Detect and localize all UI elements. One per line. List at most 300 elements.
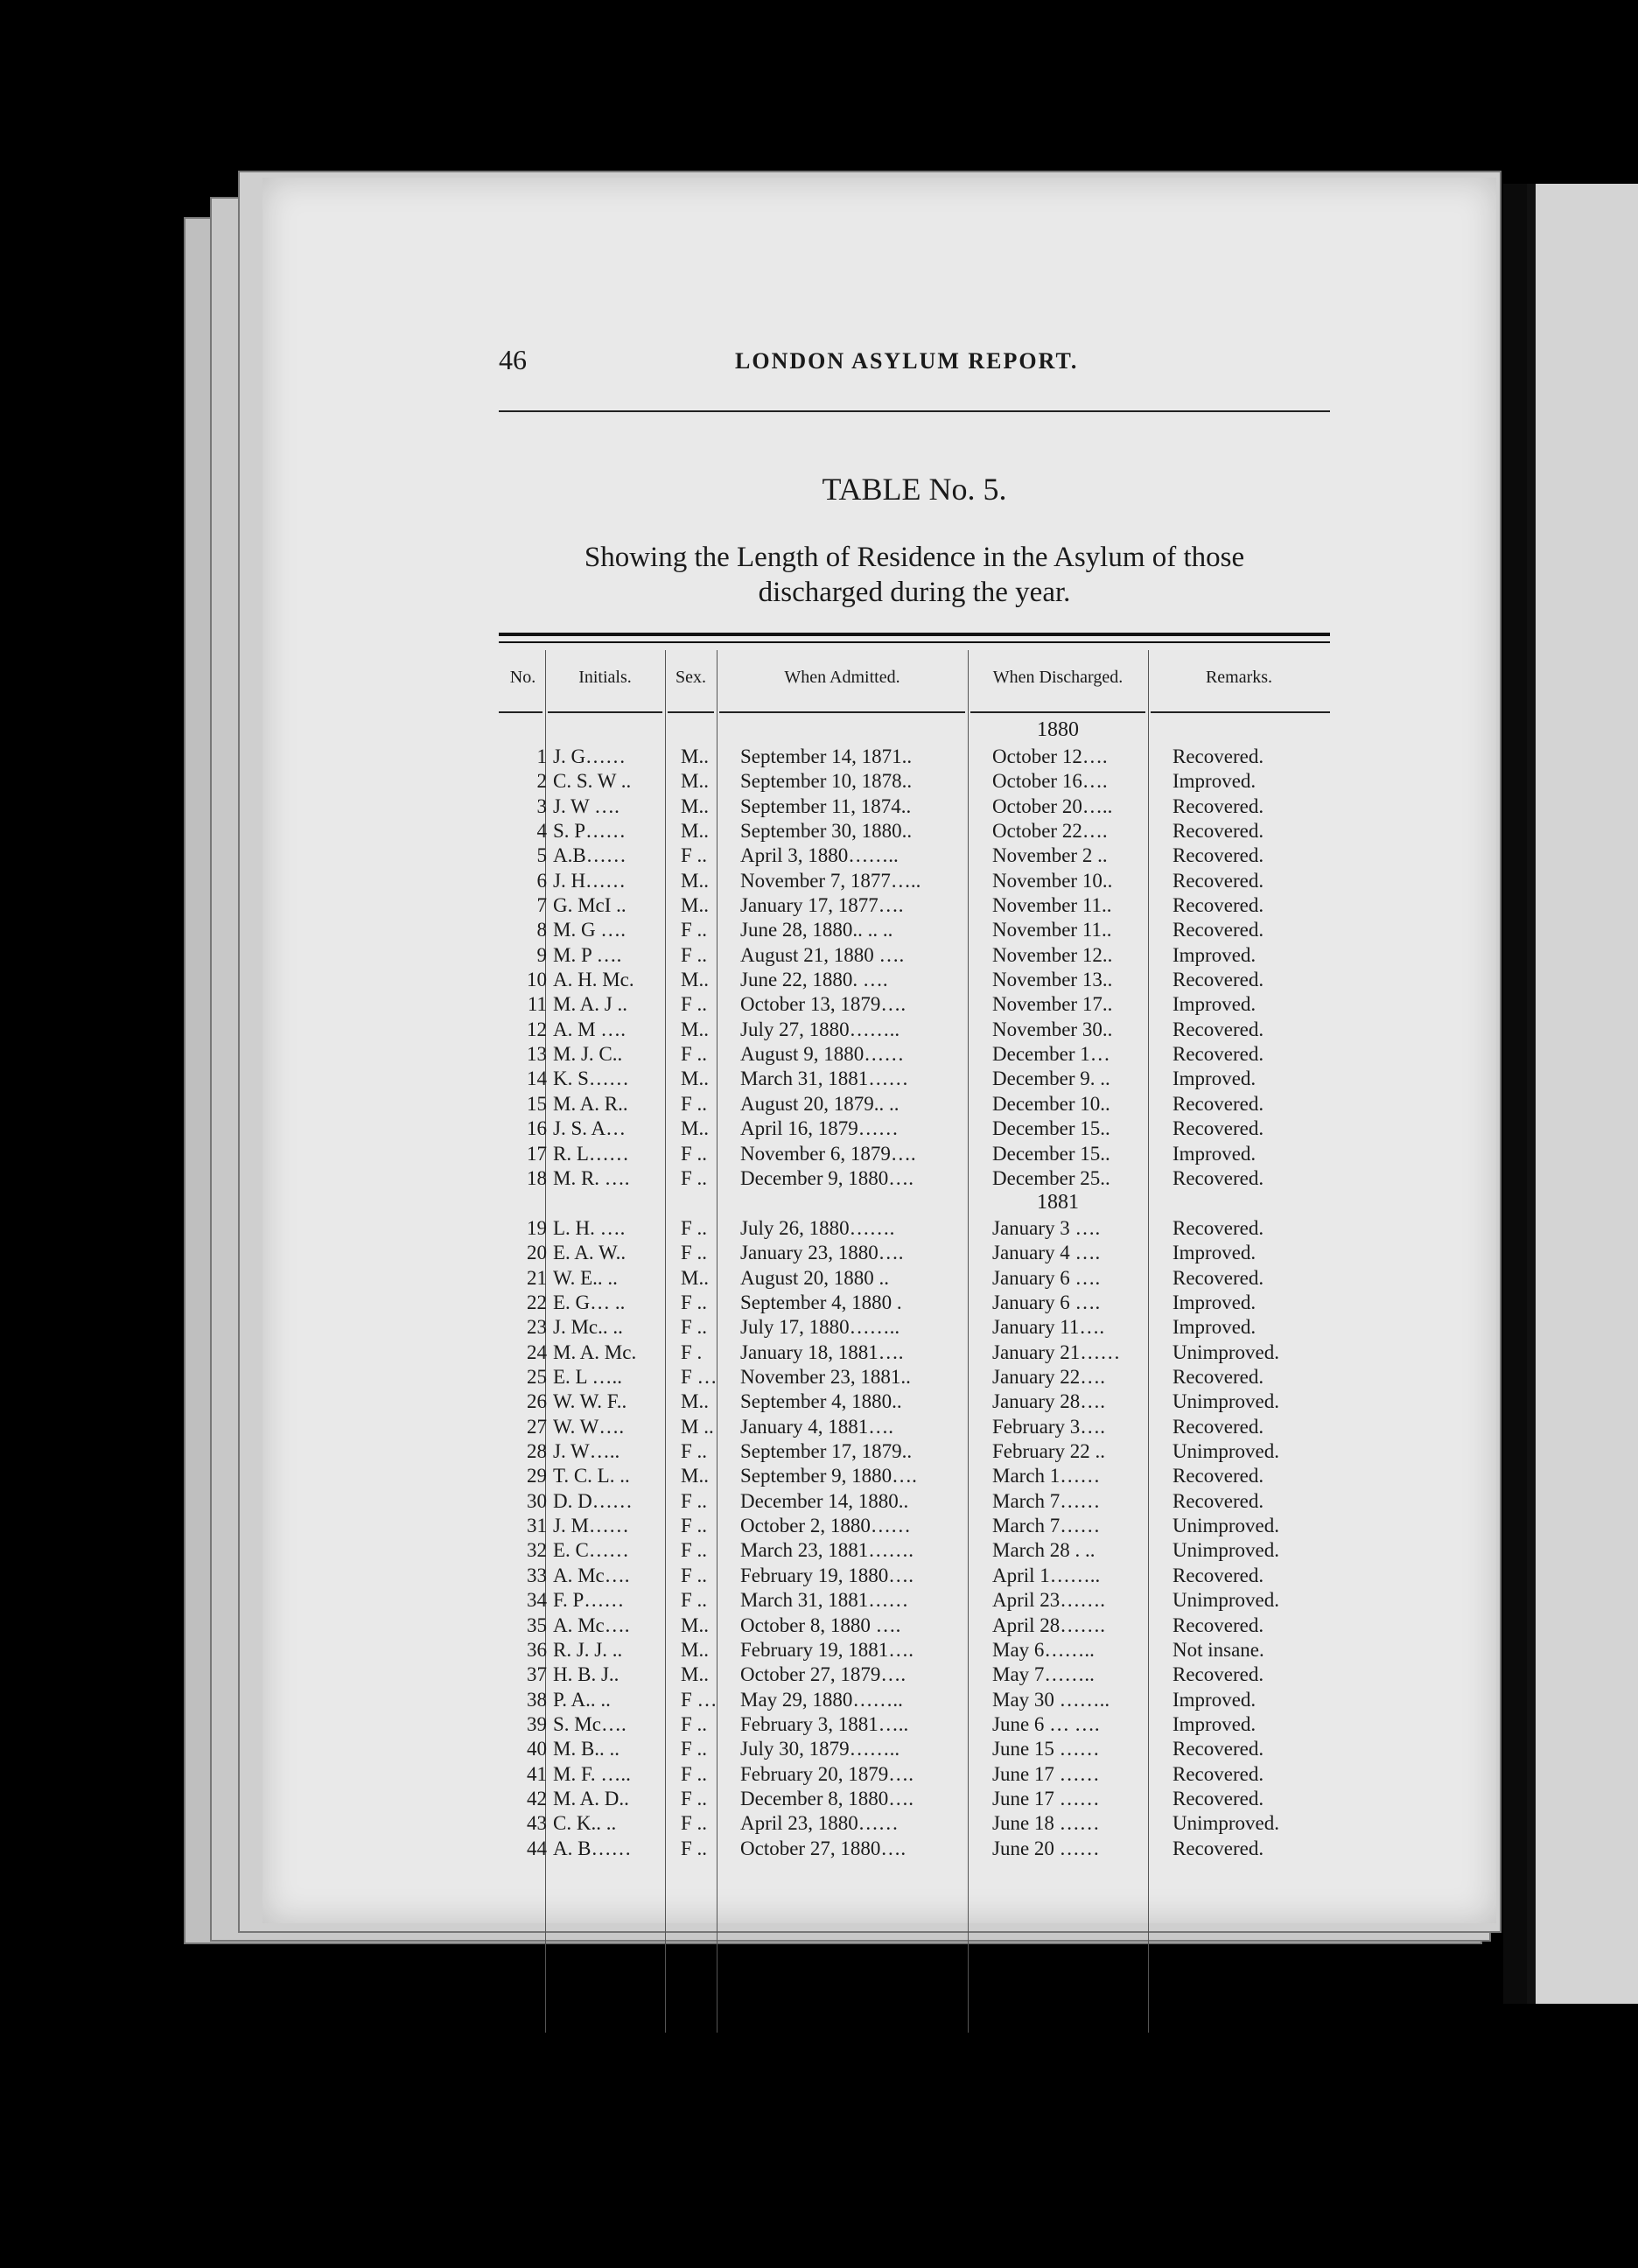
cell-when-discharged: December 15..	[992, 1142, 1110, 1165]
cell-remarks: Recovered.	[1172, 1465, 1264, 1488]
cell-remarks: Recovered.	[1172, 820, 1264, 843]
cell-remarks: Recovered.	[1172, 1564, 1264, 1586]
cell-remarks: Recovered.	[1172, 1738, 1264, 1760]
table-row	[499, 1638, 1330, 1662]
cell-initials: K. S……	[553, 1068, 629, 1090]
cell-no: 41	[527, 1762, 547, 1785]
cell-remarks: Improved.	[1172, 1316, 1256, 1339]
cell-no: 19	[527, 1217, 547, 1239]
year-heading-1881: 1881	[1037, 1191, 1079, 1214]
cell-remarks: Recovered.	[1172, 794, 1264, 817]
table-row	[499, 1662, 1330, 1687]
cell-when-admitted: March 31, 1881……	[740, 1589, 909, 1612]
cell-initials: J. S. A…	[553, 1117, 626, 1140]
table-row	[499, 1489, 1330, 1514]
header-underline	[970, 711, 1145, 713]
cell-initials: J. H……	[553, 869, 626, 892]
caption-line-2: discharged during the year.	[758, 577, 1071, 608]
cell-sex: F ..	[681, 844, 708, 867]
cell-remarks: Improved.	[1172, 1688, 1256, 1711]
cell-no: 5	[536, 844, 547, 867]
table-top-rule	[499, 633, 1330, 636]
cell-remarks: Recovered.	[1172, 1166, 1264, 1189]
cell-remarks: Improved.	[1172, 1242, 1256, 1264]
document-page	[262, 178, 1496, 1923]
cell-no: 8	[536, 919, 547, 942]
table-row	[499, 1216, 1330, 1241]
cell-remarks: Recovered.	[1172, 844, 1264, 867]
cell-no: 23	[527, 1316, 547, 1339]
cell-when-discharged: December 9. ..	[992, 1068, 1110, 1090]
cell-initials: M. R. ….	[553, 1166, 630, 1189]
header-underline	[499, 711, 542, 713]
cell-initials: M. G ….	[553, 919, 626, 942]
cell-initials: E. G… ..	[553, 1292, 626, 1314]
cell-sex: M..	[681, 1638, 709, 1661]
table-title: TABLE No. 5.	[822, 472, 1007, 507]
table-row	[499, 1266, 1330, 1291]
table-row	[499, 1315, 1330, 1340]
cell-when-discharged: March 7……	[992, 1489, 1101, 1512]
cell-remarks: Recovered.	[1172, 1787, 1264, 1810]
table-row	[499, 968, 1330, 992]
cell-remarks: Recovered.	[1172, 1117, 1264, 1140]
cell-no: 17	[527, 1142, 547, 1165]
cell-no: 33	[527, 1564, 547, 1586]
cell-initials: H. B. J..	[553, 1663, 620, 1686]
cell-initials: J. G……	[553, 746, 626, 767]
header-underline	[548, 711, 662, 713]
table-row	[499, 1092, 1330, 1116]
cell-when-admitted: December 9, 1880….	[740, 1166, 914, 1189]
cell-remarks: Recovered.	[1172, 894, 1264, 917]
cell-sex: F …	[681, 1688, 718, 1711]
cell-initials: A. Mc….	[553, 1614, 630, 1636]
cell-when-admitted: July 30, 1879……..	[740, 1738, 900, 1760]
cell-remarks: Unimproved.	[1172, 1340, 1280, 1363]
cell-remarks: Improved.	[1172, 1712, 1256, 1735]
table-row	[499, 1340, 1330, 1365]
cell-when-admitted: July 26, 1880…….	[740, 1217, 895, 1239]
cell-remarks: Unimproved.	[1172, 1390, 1280, 1413]
table-row	[499, 745, 1330, 769]
cell-sex: M..	[681, 1266, 709, 1289]
cell-initials: P. A.. ..	[553, 1688, 611, 1711]
cell-when-discharged: June 17 ……	[992, 1762, 1100, 1785]
cell-remarks: Recovered.	[1172, 746, 1264, 767]
cell-when-discharged: October 20…..	[992, 794, 1113, 817]
cell-no: 42	[527, 1787, 547, 1810]
cell-remarks: Recovered.	[1172, 1366, 1264, 1389]
table-row	[499, 1365, 1330, 1390]
cell-when-discharged: May 30 ……..	[992, 1688, 1110, 1711]
cell-sex: F ..	[681, 1217, 708, 1239]
cell-remarks: Improved.	[1172, 1292, 1256, 1314]
cell-when-discharged: November 17..	[992, 993, 1113, 1016]
cell-remarks: Recovered.	[1172, 1415, 1264, 1438]
table-row	[499, 1787, 1330, 1811]
cell-when-discharged: January 28….	[992, 1390, 1106, 1413]
cell-no: 10	[527, 969, 547, 991]
cell-when-discharged: December 10..	[992, 1092, 1110, 1115]
table-row	[499, 1116, 1330, 1141]
table-row	[499, 1439, 1330, 1464]
column-header-discharged: When Discharged.	[992, 668, 1124, 687]
cell-initials: E. C……	[553, 1539, 629, 1562]
cell-remarks: Unimproved.	[1172, 1440, 1280, 1463]
cell-initials: A.B……	[553, 844, 626, 867]
cell-remarks: Unimproved.	[1172, 1515, 1280, 1537]
table-row	[499, 1390, 1330, 1414]
cell-sex: F ..	[681, 1539, 708, 1562]
cell-sex: F ..	[681, 943, 708, 966]
cell-no: 27	[527, 1415, 547, 1438]
cell-sex: M..	[681, 1663, 709, 1686]
cell-no: 14	[527, 1068, 547, 1090]
cell-when-admitted: November 7, 1877…..	[740, 869, 921, 892]
column-header-initials: Initials.	[578, 668, 632, 687]
cell-remarks: Improved.	[1172, 1142, 1256, 1165]
cell-sex: F ..	[681, 1787, 708, 1810]
cell-sex: F ..	[681, 1812, 708, 1835]
cell-when-discharged: December 1…	[992, 1043, 1110, 1066]
cell-when-admitted: November 6, 1879….	[740, 1142, 916, 1165]
cell-initials: W. W….	[553, 1415, 625, 1438]
cell-no: 6	[536, 869, 547, 892]
cell-when-admitted: October 2, 1880……	[740, 1515, 911, 1537]
table-row	[499, 1464, 1330, 1488]
cell-sex: F ..	[681, 1292, 708, 1314]
cell-sex: F …	[681, 1366, 718, 1389]
cell-initials: W. W. F..	[553, 1390, 627, 1413]
cell-remarks: Unimproved.	[1172, 1812, 1280, 1835]
cell-when-discharged: January 6 ….	[992, 1266, 1101, 1289]
page-number: 46	[499, 344, 527, 375]
cell-remarks: Recovered.	[1172, 1614, 1264, 1636]
cell-when-discharged: March 1……	[992, 1465, 1101, 1488]
cell-remarks: Improved.	[1172, 993, 1256, 1016]
cell-no: 44	[527, 1837, 547, 1859]
table-row	[499, 1241, 1330, 1265]
cell-remarks: Recovered.	[1172, 919, 1264, 942]
cell-sex: F ..	[681, 1043, 708, 1066]
cell-when-admitted: October 27, 1880….	[740, 1837, 906, 1859]
cell-when-discharged: November 12..	[992, 943, 1113, 966]
cell-when-admitted: August 9, 1880……	[740, 1043, 905, 1066]
cell-initials: M. A. D..	[553, 1787, 629, 1810]
cell-when-discharged: June 18 ……	[992, 1812, 1100, 1835]
cell-sex: F ..	[681, 993, 708, 1016]
cell-no: 11	[527, 993, 547, 1016]
cell-when-admitted: September 4, 1880..	[740, 1390, 902, 1413]
cell-no: 2	[536, 770, 547, 793]
cell-no: 34	[527, 1589, 547, 1612]
header-underline	[719, 711, 965, 713]
column-header-remarks: Remarks.	[1205, 668, 1273, 687]
cell-initials: C. S. W ..	[553, 770, 632, 793]
cell-sex: M ..	[681, 1415, 714, 1438]
cell-sex: M..	[681, 894, 709, 917]
cell-sex: F ..	[681, 1738, 708, 1760]
cell-when-admitted: January 18, 1881….	[740, 1340, 904, 1363]
cell-when-admitted: October 27, 1879….	[740, 1663, 906, 1686]
cell-no: 28	[527, 1440, 547, 1463]
cell-when-discharged: March 28 . ..	[992, 1539, 1096, 1562]
cell-sex: F ..	[681, 1837, 708, 1859]
cell-initials: J. W…..	[553, 1440, 620, 1463]
cell-sex: F ..	[681, 1440, 708, 1463]
header-rule	[499, 410, 1330, 412]
cell-remarks: Recovered.	[1172, 1762, 1264, 1785]
table-row	[499, 893, 1330, 918]
cell-remarks: Unimproved.	[1172, 1539, 1280, 1562]
cell-when-discharged: October 22….	[992, 820, 1108, 843]
running-head-title: LONDON ASYLUM REPORT.	[735, 348, 1079, 374]
cell-no: 12	[527, 1018, 547, 1040]
cell-when-discharged: October 12….	[992, 746, 1108, 767]
cell-sex: F .	[681, 1340, 703, 1363]
cell-sex: F ..	[681, 1712, 708, 1735]
cell-initials: S. P……	[553, 820, 626, 843]
cell-no: 36	[527, 1638, 547, 1661]
table-row	[499, 1737, 1330, 1761]
cell-sex: M..	[681, 794, 709, 817]
cell-remarks: Recovered.	[1172, 1217, 1264, 1239]
table-row	[499, 1614, 1330, 1638]
facing-page-edge	[1527, 184, 1638, 2004]
cell-no: 30	[527, 1489, 547, 1512]
column-header-no: No.	[509, 668, 536, 687]
cell-initials: A. B……	[553, 1837, 632, 1859]
column-header-sex: Sex.	[676, 668, 706, 687]
cell-when-discharged: October 16….	[992, 770, 1108, 793]
cell-when-admitted: April 23, 1880……	[740, 1812, 899, 1835]
cell-when-admitted: September 4, 1880 .	[740, 1292, 902, 1314]
cell-initials: J. W ….	[553, 794, 620, 817]
cell-when-admitted: September 11, 1874..	[740, 794, 912, 817]
cell-remarks: Improved.	[1172, 1068, 1256, 1090]
cell-no: 35	[527, 1614, 547, 1636]
cell-when-admitted: March 23, 1881…….	[740, 1539, 914, 1562]
cell-when-admitted: December 8, 1880….	[740, 1787, 914, 1810]
cell-when-discharged: January 21……	[992, 1340, 1121, 1363]
cell-initials: R. L……	[553, 1142, 629, 1165]
cell-sex: M..	[681, 820, 709, 843]
cell-initials: T. C. L. ..	[553, 1465, 630, 1488]
cell-remarks: Recovered.	[1172, 1489, 1264, 1512]
table-caption	[499, 540, 1330, 610]
cell-when-admitted: April 3, 1880……..	[740, 844, 899, 867]
cell-remarks: Recovered.	[1172, 1266, 1264, 1289]
cell-no: 16	[527, 1117, 547, 1140]
header-underline	[1151, 711, 1330, 713]
cell-when-discharged: June 20 ……	[992, 1837, 1100, 1859]
cell-no: 38	[527, 1688, 547, 1711]
cell-when-discharged: November 11..	[992, 919, 1112, 942]
cell-sex: F ..	[681, 1142, 708, 1165]
cell-initials: A. H. Mc.	[553, 969, 634, 991]
cell-when-admitted: September 9, 1880….	[740, 1465, 917, 1488]
cell-sex: M..	[681, 869, 709, 892]
cell-no: 37	[527, 1663, 547, 1686]
cell-when-admitted: October 13, 1879….	[740, 993, 906, 1016]
cell-when-discharged: November 10..	[992, 869, 1113, 892]
cell-when-admitted: August 20, 1879.. ..	[740, 1092, 900, 1115]
cell-when-admitted: August 20, 1880 ..	[740, 1266, 889, 1289]
table-row	[499, 844, 1330, 868]
cell-when-discharged: May 7……..	[992, 1663, 1095, 1686]
cell-sex: M..	[681, 1390, 709, 1413]
cell-no: 22	[527, 1292, 547, 1314]
cell-remarks: Recovered.	[1172, 1018, 1264, 1040]
table-row	[499, 794, 1330, 819]
cell-when-discharged: February 3….	[992, 1415, 1106, 1438]
cell-when-discharged: November 13..	[992, 969, 1113, 991]
cell-sex: F ..	[681, 1242, 708, 1264]
table-row	[499, 869, 1330, 893]
cell-when-discharged: January 22….	[992, 1366, 1106, 1389]
cell-remarks: Not insane.	[1172, 1638, 1264, 1661]
cell-when-discharged: April 28…….	[992, 1614, 1106, 1636]
cell-no: 13	[527, 1043, 547, 1066]
cell-no: 39	[527, 1712, 547, 1735]
cell-remarks: Recovered.	[1172, 1043, 1264, 1066]
cell-when-admitted: May 29, 1880……..	[740, 1688, 903, 1711]
cell-when-discharged: November 2 ..	[992, 844, 1108, 867]
cell-when-admitted: February 19, 1880….	[740, 1564, 914, 1586]
cell-initials: M. A. J ..	[553, 993, 627, 1016]
table-body-1880	[499, 745, 1330, 1191]
cell-remarks: Unimproved.	[1172, 1589, 1280, 1612]
cell-no: 29	[527, 1465, 547, 1488]
cell-remarks: Recovered.	[1172, 1092, 1264, 1115]
table-row	[499, 1837, 1330, 1861]
cell-when-admitted: February 19, 1881….	[740, 1638, 914, 1661]
cell-initials: R. J. J. ..	[553, 1638, 623, 1661]
cell-initials: M. A. R..	[553, 1092, 628, 1115]
cell-when-admitted: January 17, 1877….	[740, 894, 904, 917]
table-row	[499, 1166, 1330, 1191]
cell-sex: M..	[681, 1117, 709, 1140]
table-row	[499, 819, 1330, 844]
cell-when-admitted: July 17, 1880……..	[740, 1316, 900, 1339]
cell-sex: F ..	[681, 1564, 708, 1586]
cell-initials: D. D……	[553, 1489, 633, 1512]
table-row	[499, 1018, 1330, 1042]
cell-when-admitted: September 14, 1871..	[740, 746, 913, 767]
cell-initials: E. A. W..	[553, 1242, 626, 1264]
cell-sex: M..	[681, 770, 709, 793]
cell-when-admitted: September 17, 1879..	[740, 1440, 913, 1463]
cell-no: 3	[536, 794, 547, 817]
cell-remarks: Improved.	[1172, 943, 1256, 966]
cell-sex: M..	[681, 1018, 709, 1040]
cell-initials: M. P ….	[553, 943, 622, 966]
table-row	[499, 1712, 1330, 1737]
cell-no: 21	[527, 1266, 547, 1289]
table-row	[499, 1291, 1330, 1315]
cell-when-discharged: January 4 ….	[992, 1242, 1101, 1264]
cell-sex: M..	[681, 1068, 709, 1090]
cell-when-admitted: January 4, 1881….	[740, 1415, 894, 1438]
cell-initials: A. M ….	[553, 1018, 626, 1040]
column-header-admitted: When Admitted.	[784, 668, 900, 687]
cell-when-admitted: February 20, 1879….	[740, 1762, 914, 1785]
cell-when-discharged: December 15..	[992, 1117, 1110, 1140]
cell-no: 25	[527, 1366, 547, 1389]
cell-no: 32	[527, 1539, 547, 1562]
cell-sex: M..	[681, 969, 709, 991]
cell-initials: S. Mc….	[553, 1712, 626, 1735]
cell-initials: M. A. Mc.	[553, 1340, 637, 1363]
cell-no: 15	[527, 1092, 547, 1115]
cell-initials: J. M……	[553, 1515, 629, 1537]
cell-no: 9	[536, 943, 547, 966]
cell-sex: F ..	[681, 919, 708, 942]
cell-no: 7	[536, 894, 547, 917]
cell-when-admitted: January 23, 1880….	[740, 1242, 904, 1264]
cell-when-discharged: April 23…….	[992, 1589, 1106, 1612]
cell-no: 4	[536, 820, 547, 843]
cell-initials: M. B.. ..	[553, 1738, 620, 1760]
cell-sex: F ..	[681, 1515, 708, 1537]
cell-initials: F. P……	[553, 1589, 625, 1612]
cell-sex: F ..	[681, 1092, 708, 1115]
cell-initials: J. Mc.. ..	[553, 1316, 623, 1339]
table-top-rule-thin	[499, 641, 1330, 643]
cell-when-discharged: May 6……..	[992, 1638, 1095, 1661]
cell-sex: F ..	[681, 1589, 708, 1612]
table-row	[499, 1514, 1330, 1538]
cell-no: 1	[536, 746, 547, 767]
cell-sex: M..	[681, 1465, 709, 1488]
table-row	[499, 1564, 1330, 1588]
cell-initials: G. McI ..	[553, 894, 626, 917]
cell-when-admitted: September 30, 1880..	[740, 820, 913, 843]
cell-when-discharged: November 30..	[992, 1018, 1113, 1040]
cell-sex: F ..	[681, 1489, 708, 1512]
cell-initials: L. H. ….	[553, 1217, 626, 1239]
cell-no: 24	[527, 1340, 547, 1363]
caption-line-1: Showing the Length of Residence in the Asylum of those	[584, 542, 1245, 573]
cell-when-admitted: February 3, 1881…..	[740, 1712, 909, 1735]
table-row	[499, 1688, 1330, 1712]
cell-sex: F ..	[681, 1166, 708, 1189]
cell-when-discharged: February 22 ..	[992, 1440, 1106, 1463]
cell-when-discharged: March 7……	[992, 1515, 1101, 1537]
table-row	[499, 1415, 1330, 1439]
cell-when-discharged: November 11..	[992, 894, 1112, 917]
table-row	[499, 1142, 1330, 1166]
table-row	[499, 1811, 1330, 1836]
cell-when-admitted: June 22, 1880. ….	[740, 969, 888, 991]
cell-no: 43	[527, 1812, 547, 1835]
cell-initials: E. L …..	[553, 1366, 622, 1389]
cell-remarks: Recovered.	[1172, 969, 1264, 991]
cell-no: 18	[527, 1166, 547, 1189]
cell-when-discharged: December 25..	[992, 1166, 1110, 1189]
cell-when-discharged: June 17 ……	[992, 1787, 1100, 1810]
cell-initials: A. Mc….	[553, 1564, 630, 1586]
table-body-1881	[499, 1216, 1330, 1861]
cell-no: 26	[527, 1390, 547, 1413]
cell-remarks: Recovered.	[1172, 869, 1264, 892]
table-row	[499, 918, 1330, 942]
cell-when-admitted: April 16, 1879……	[740, 1117, 899, 1140]
table-row	[499, 1762, 1330, 1787]
year-heading-1880: 1880	[1037, 718, 1079, 741]
table-row	[499, 943, 1330, 968]
